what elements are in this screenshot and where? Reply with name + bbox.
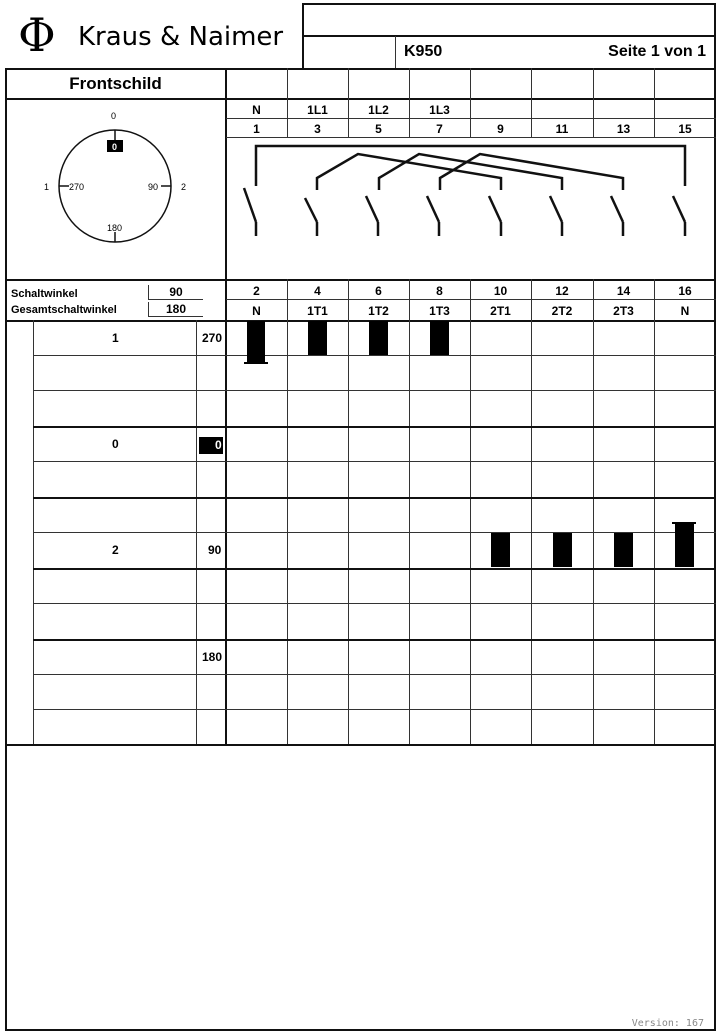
dial-indicator: 0 [112,142,118,152]
position-angle: 0 [215,438,222,452]
position-angle: 90 [208,543,222,557]
version-label: Version: 167 [631,1018,704,1029]
dial-label-bottom: 180 [107,223,123,233]
bottom-number-row-line [226,299,716,300]
contact-closed-mark [369,321,388,355]
terminal-top-number: 1 [253,122,260,136]
col-divider [531,279,532,745]
terminal-top-number: 3 [314,122,321,136]
terminal-top-number: 11 [555,122,569,136]
gesamtschaltwinkel-value: 180 [148,302,203,317]
terminal-top-number: 7 [436,122,443,136]
dial-right-position: 2 [181,182,187,192]
position-name: 1 [112,331,119,345]
matrix-group-line [33,568,716,570]
contact-closed-mark [491,533,510,567]
angle-block-top [5,279,716,281]
matrix-row-line [33,355,716,356]
dial-left-angle: 270 [69,182,85,192]
dial-label-top: 0 [111,111,117,121]
dial-diagram [8,100,224,278]
col-divider [654,279,655,745]
matrix-bottom [5,744,716,746]
terminal-top-label: 1L3 [429,103,450,117]
matrix-row-line [33,390,716,391]
terminal-top-label: 1L2 [368,103,389,117]
schaltwinkel-label: Schaltwinkel [11,288,78,300]
dial-right-angle: 90 [148,182,159,192]
matrix-row-line [33,603,716,604]
title-block-divider [302,35,716,37]
gesamtschaltwinkel-label: Gesamtschaltwinkel [11,304,117,316]
matrix-row-line [33,461,716,462]
terminal-bottom-number: 6 [375,284,382,298]
terminal-top-number: 13 [616,122,631,136]
col-divider [409,279,410,745]
matrix-row-line [33,674,716,675]
contact-closed-mark [614,533,633,567]
page-number: Seite 1 von 1 [608,43,706,60]
terminal-bottom-number: 12 [555,284,569,298]
terminal-top-number: 15 [678,122,692,136]
matrix-top [5,320,716,322]
col-divider [593,279,594,745]
col-divider [470,279,471,745]
col-divider [287,279,288,745]
contact-schematic [226,138,716,278]
terminal-bottom-label: 1T2 [368,304,389,318]
matrix-group-line [33,426,716,428]
terminal-bottom-number: 16 [678,284,692,298]
contact-closed-mark [430,321,449,355]
terminal-bottom-label: 1T1 [307,304,328,318]
frontschild-title: Frontschild [69,74,162,93]
terminal-bottom-label: 1T3 [429,304,450,318]
brand-name: Kraus & Naimer [78,22,284,52]
contact-closed-mark [553,533,572,567]
contact-closed-mark [308,321,327,355]
terminal-top-number: 5 [375,122,382,136]
matrix-group-line [33,639,716,641]
contact-closed-mark [672,522,696,524]
terminal-bottom-number: 14 [616,284,631,298]
terminal-bottom-label: 2T2 [551,304,573,318]
terminal-bottom-number: 4 [314,284,321,298]
terminal-bottom-label: N [680,304,690,318]
terminal-bottom-label: N [252,304,261,318]
position-name: 0 [112,437,119,451]
contact-closed-mark [675,524,694,567]
terminal-top-label: N [252,103,261,117]
top-label-row-line [226,118,716,119]
terminal-bottom-label: 2T3 [613,304,634,318]
terminal-bottom-number: 2 [253,284,260,298]
position-name: 2 [112,543,119,557]
terminal-bottom-number: 10 [493,284,508,298]
title-block-sep [395,36,396,68]
terminal-bottom-label: 2T1 [490,304,511,318]
dial-left-position: 1 [44,182,50,192]
position-angle: 270 [202,331,223,345]
model-number: K950 [404,43,443,60]
matrix-group-line [33,497,716,499]
position-angle: 180 [202,650,223,664]
terminal-top-label: 1L1 [307,103,328,117]
terminal-top-number: 9 [497,122,504,136]
terminal-bottom-number: 8 [436,284,443,298]
contact-closed-mark [244,362,268,364]
col-divider [348,279,349,745]
matrix-row-line [33,709,716,710]
schaltwinkel-value: 90 [148,285,203,300]
contact-closed-mark [247,321,265,362]
phi-logo-icon: Φ [18,8,56,62]
